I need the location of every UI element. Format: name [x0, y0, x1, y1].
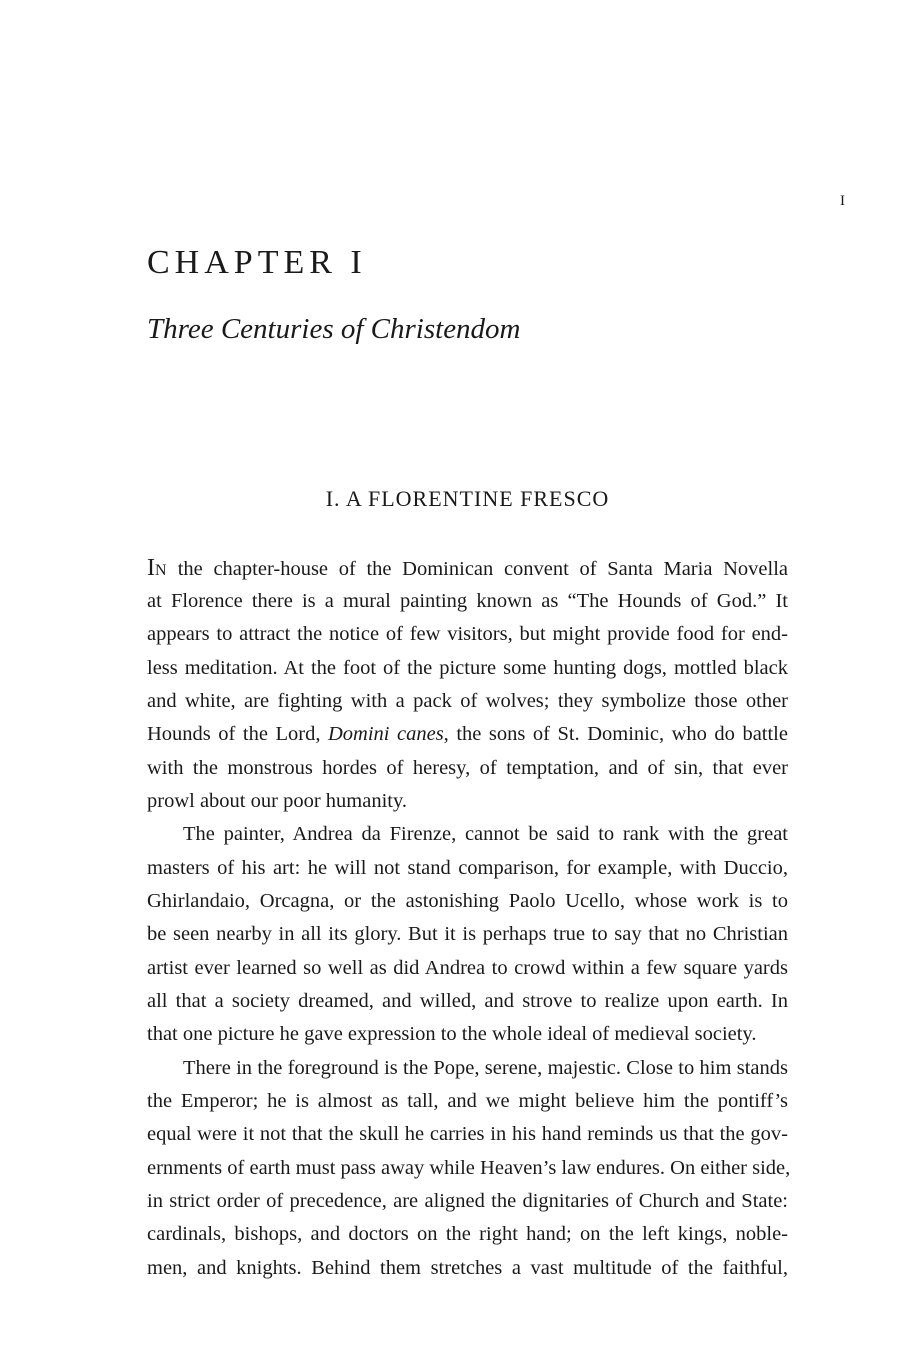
text-line: There in the foreground is the Pope, serene, majestic. Close to him stands — [183, 1057, 788, 1079]
section-heading: I. A FLORENTINE FRESCO — [325, 486, 610, 511]
text-line: Ghirlandaio, Orcagna, or the astonishing Paolo Ucello, whose work is to — [147, 890, 788, 912]
text-line: at Florence there is a mural painting known as “The Hounds of God.” It — [147, 590, 788, 612]
text-line: artist ever learned so well as did Andrea to crowd within a few square yards — [147, 957, 788, 979]
text-line: The painter, Andrea da Firenze, cannot be said to rank with the great — [183, 823, 788, 845]
line-text: the chapter-house of the Dominican convent of Santa Maria Novella — [167, 558, 788, 580]
text-line: prowl about our poor humanity. — [147, 790, 408, 812]
drop-initial: I — [147, 555, 155, 581]
text-line: appears to attract the notice of few visitors, but might provide food for end- — [147, 623, 788, 645]
text-line: all that a society dreamed, and willed, and strove to realize upon earth. In — [147, 990, 788, 1012]
chapter-subtitle: Three Centuries of Christendom — [147, 313, 521, 345]
text-line: equal were it not that the skull he carries in his hand reminds us that the gov- — [147, 1123, 788, 1145]
line-text: , the sons of St. Dominic, who do battle — [443, 723, 788, 745]
text-line — [147, 718, 788, 751]
text-line: men, and knights. Behind them stretches a vast multitude of the faithful, — [147, 1257, 788, 1279]
text-line: the Emperor; he is almost as tall, and we might believe him the pontiff’s — [147, 1090, 788, 1112]
page-number: I — [840, 193, 845, 209]
text-line: and white, are fighting with a pack of wolves; they symbolize those other — [147, 690, 788, 712]
text-line: in strict order of precedence, are aligned the dignitaries of Church and State: — [147, 1190, 788, 1212]
chapter-heading: CHAPTER I — [147, 244, 367, 281]
text-line: masters of his art: he will not stand comparison, for example, with Duccio, — [147, 857, 788, 879]
text-line: less meditation. At the foot of the picture some hunting dogs, mottled black — [147, 657, 788, 679]
text-line — [147, 552, 788, 585]
line-text: Hounds of the Lord, — [147, 723, 328, 745]
text-line: be seen nearby in all its glory. But it is perhaps true to say that no Christian — [147, 923, 788, 945]
text-line: that one picture he gave expression to the whole ideal of medieval society. — [147, 1023, 757, 1045]
text-line: with the monstrous hordes of heresy, of temptation, and of sin, that ever — [147, 757, 788, 779]
small-caps-lead: N — [155, 562, 168, 579]
italic-phrase: Domini canes — [327, 723, 444, 745]
text-line: ernments of earth must pass away while Heaven’s law endures. On either side, — [147, 1157, 791, 1179]
text-line: cardinals, bishops, and doctors on the right hand; on the left kings, noble- — [147, 1223, 788, 1245]
